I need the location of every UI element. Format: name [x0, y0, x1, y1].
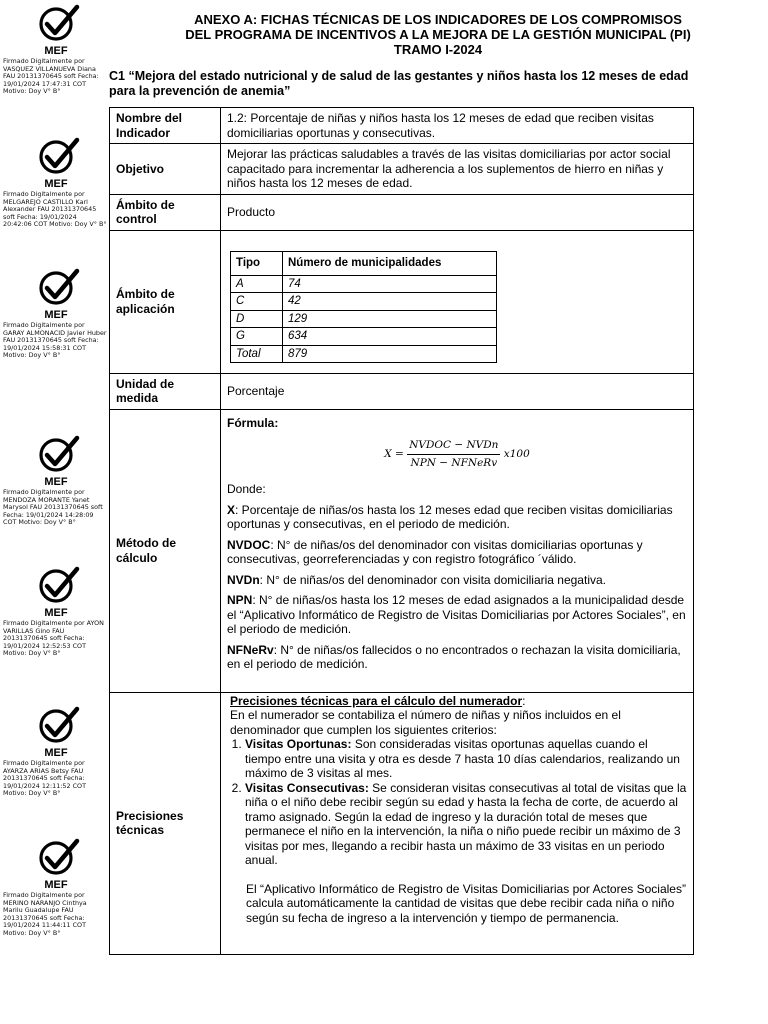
- mef-logo-icon: [33, 706, 85, 758]
- definition-text: : N° de niñas/os hasta los 12 meses de edad asignados a la municipalidad desde el “Aplicativo Informático de Registro de Visitas Domiciliarias por Actores Sociales”, en el periodo de medición.: [227, 593, 686, 636]
- definition-text: : N° de niñas/os fallecidos o no encontrados o rechazan la visita domiciliaria, en el periodo de medición.: [227, 642, 681, 671]
- definition-text: : Porcentaje de niñas/os hasta los 12 meses edad que reciben visitas domiciliarias oportunas y consecutivas, en el periodo de medición.: [227, 502, 673, 531]
- cell-tipo: D: [231, 310, 283, 328]
- signature-block: [3, 268, 107, 360]
- row-label: Objetivo: [110, 144, 221, 195]
- inner-row: [231, 328, 497, 346]
- mef-logo-text: MEF: [44, 607, 68, 618]
- table-row: [110, 144, 694, 195]
- row-value: Porcentaje: [221, 373, 694, 409]
- definition-term: NVDn: [227, 572, 260, 587]
- definition-term: X: [227, 502, 236, 517]
- cell-numero: 74: [283, 275, 497, 293]
- row-value: [221, 230, 694, 373]
- row-value: Mejorar las prácticas saludables a través de las visitas domiciliarias por actor social capacitado para incrementar la adherencia a los suplementos de hierro en niñas y niños hasta los 12 meses de edad.: [221, 144, 694, 195]
- col-header-tipo: Tipo: [231, 251, 283, 275]
- signature-text: Firmado Digitalmente por GARAY ALMONACID Javier Huber FAU 20131370645 soft Fecha: 19/01/2024 15:58:31 COT Motivo: Doy V° B°: [3, 321, 107, 360]
- row-label: Unidad de medida: [110, 373, 221, 409]
- cell-numero: 634: [283, 328, 497, 346]
- signature-column: [0, 0, 108, 1024]
- table-row: [110, 409, 694, 692]
- col-header-numero: Número de municipalidades: [283, 251, 497, 275]
- signature-text: Firmado Digitalmente por VASQUEZ VILLANUEVA Diana FAU 20131370645 soft Fecha: 19/01/2024 17:47:31 COT Motivo: Doy V° B°: [3, 57, 99, 96]
- definition: [227, 538, 687, 567]
- row-label: Precisiones técnicas: [110, 692, 221, 954]
- criterion-term: Visitas Consecutivas:: [245, 780, 369, 795]
- formula-numerator: NVDOC − NVDn: [407, 438, 500, 455]
- definition-term: NVDOC: [227, 537, 271, 552]
- mef-logo-text: MEF: [44, 476, 68, 487]
- signature-text: Firmado Digitalmente por AYARZA ARIAS Betsy FAU 20131370645 soft Fecha: 19/01/2024 12:11:52 COT Motivo: Doy V° B°: [3, 759, 86, 798]
- page-title: [108, 12, 768, 57]
- inner-row: [231, 310, 497, 328]
- row-value: 1.2: Porcentaje de niñas y niños hasta los 12 meses de edad que reciben visitas domiciliarias oportunas y consecutivas.: [221, 108, 694, 144]
- definition-term: NFNeRv: [227, 642, 274, 657]
- definition-text: : N° de niñas/os del denominador con visitas domiciliarias oportunas y consecutivas, georreferenciadas y con registro fotográfico ´válido.: [227, 537, 643, 566]
- formula-title: Fórmula:: [227, 415, 279, 430]
- cell-numero: 129: [283, 310, 497, 328]
- precisiones-closing: El “Aplicativo Informático de Registro de Visitas Domiciliarias por Actores Sociales” calcula automáticamente la cantidad de visitas que debe recibir cada niña o niño según su fecha de ingreso a la intervención y tiempo de permanencia.: [246, 881, 686, 925]
- row-value: [221, 692, 694, 954]
- inner-header-row: [231, 251, 497, 275]
- list-item: [245, 781, 687, 868]
- cell-tipo: Total: [231, 345, 283, 363]
- mef-logo-text: MEF: [44, 879, 68, 890]
- criterion-text: Se consideran visitas consecutivas al total de visitas que la niña o el niño debe recibir según su edad y hasta la fecha de corte, de acuerdo al tramo asignado. Según la edad de ingreso y la duración total de meses que permanece el niño en la intervención, la niña o niño puede recibir un máximo de 3 visitas por mes, llegando a recibir hasta un máximo de 33 visitas en un periodo anual.: [245, 780, 687, 867]
- row-value: [221, 409, 694, 692]
- signature-text: Firmado Digitalmente por MERINO NARANJO Cinthya Marilu Guadalupe FAU 20131370645 soft Fecha: 19/01/2024 11:44:11 COT Motivo: Doy V° B°: [3, 891, 87, 937]
- signature-block: [3, 566, 107, 658]
- mef-logo-text: MEF: [44, 747, 68, 758]
- cell-tipo: C: [231, 293, 283, 311]
- mef-logo-icon: [33, 137, 85, 189]
- precisiones-subtitle-colon: :: [522, 693, 526, 708]
- precisiones-subtitle: [230, 694, 687, 709]
- cell-numero: 879: [283, 345, 497, 363]
- signature-text: Firmado Digitalmente por MELGAREJO CASTILLO Karl Alexander FAU 20131370645 soft Fecha: 19/01/2024 20:42:06 COT Motivo: Doy V° B°: [3, 190, 107, 229]
- definition: [227, 643, 687, 672]
- criterion-text: Son consideradas visitas oportunas aquellas cuando el tiempo entre una visita y otra es desde 7 hasta 10 días calendarios, realizando un máximo de 3 visitas al mes.: [245, 737, 680, 780]
- list-item: [245, 737, 687, 781]
- mef-logo-icon: [33, 4, 85, 56]
- mef-logo-text: MEF: [44, 309, 68, 320]
- table-row: [110, 194, 694, 230]
- formula-lhs: X =: [384, 448, 404, 460]
- indicator-sheet-table: [109, 107, 694, 955]
- signature-text: Firmado Digitalmente por AYON VARILLAS Gino FAU 20131370645 soft Fecha: 19/01/2024 12:52:53 COT Motivo: Doy V° B°: [3, 619, 104, 658]
- row-label: Ámbito de aplicación: [110, 230, 221, 373]
- table-row: [110, 692, 694, 954]
- formula: [227, 438, 687, 470]
- mef-logo-text: MEF: [44, 178, 68, 189]
- title-line-1: ANEXO A: FICHAS TÉCNICAS DE LOS INDICADORES DE LOS COMPROMISOS: [194, 12, 682, 27]
- formula-denominator: NPN − NFNeRv: [410, 456, 498, 469]
- signature-block: [3, 838, 107, 938]
- inner-row: [231, 345, 497, 363]
- table-row: [110, 108, 694, 144]
- mef-logo-icon: [33, 838, 85, 890]
- definition-text: : N° de niñas/os del denominador con visita domiciliaria negativa.: [259, 572, 606, 587]
- signature-block: [3, 435, 107, 527]
- row-label: Nombre del Indicador: [110, 108, 221, 144]
- formula-multiplier: x100: [503, 448, 530, 460]
- mef-logo-text: MEF: [44, 45, 68, 56]
- cell-tipo: G: [231, 328, 283, 346]
- table-row: [110, 230, 694, 373]
- row-label: Ámbito de control: [110, 194, 221, 230]
- row-label: Método de cálculo: [110, 409, 221, 692]
- mef-logo-icon: [33, 268, 85, 320]
- donde-label: Donde:: [227, 482, 266, 496]
- inner-row: [231, 293, 497, 311]
- mef-logo-icon: [33, 566, 85, 618]
- mef-logo-icon: [33, 435, 85, 487]
- precisiones-intro: En el numerador se contabiliza el número de niñas y niños incluidos en el denominador que cumplen los siguientes criterios:: [230, 708, 621, 737]
- row-value: Producto: [221, 194, 694, 230]
- table-row: [110, 373, 694, 409]
- signature-block: [3, 137, 107, 229]
- municipalities-table: [230, 251, 497, 364]
- cell-tipo: A: [231, 275, 283, 293]
- criteria-list: [230, 737, 687, 868]
- definition: [227, 593, 687, 637]
- signature-text: Firmado Digitalmente por MENDOZA MORANTE Yanet Marysol FAU 20131370645 soft Fecha: 19/01/2024 14:28:09 COT Motivo: Doy V° B°: [3, 488, 103, 527]
- criterion-term: Visitas Oportunas:: [245, 737, 352, 751]
- definition: [227, 573, 687, 588]
- commitment-heading: C1 “Mejora del estado nutricional y de salud de las gestantes y niños hasta los 12 meses de edad para la prevención de anemia”: [109, 69, 689, 98]
- precisiones-subtitle-text: Precisiones técnicas para el cálculo del numerador: [230, 693, 523, 708]
- definition: [227, 503, 687, 532]
- formula-fraction: [407, 438, 500, 470]
- cell-numero: 42: [283, 293, 497, 311]
- title-line-3: TRAMO I-2024: [393, 42, 483, 57]
- inner-row: [231, 275, 497, 293]
- signature-block: [3, 4, 107, 96]
- title-line-2: DEL PROGRAMA DE INCENTIVOS A LA MEJORA DE LA GESTIÓN MUNICIPAL (PI): [185, 27, 691, 42]
- signature-block: [3, 706, 107, 798]
- definition-term: NPN: [227, 593, 253, 607]
